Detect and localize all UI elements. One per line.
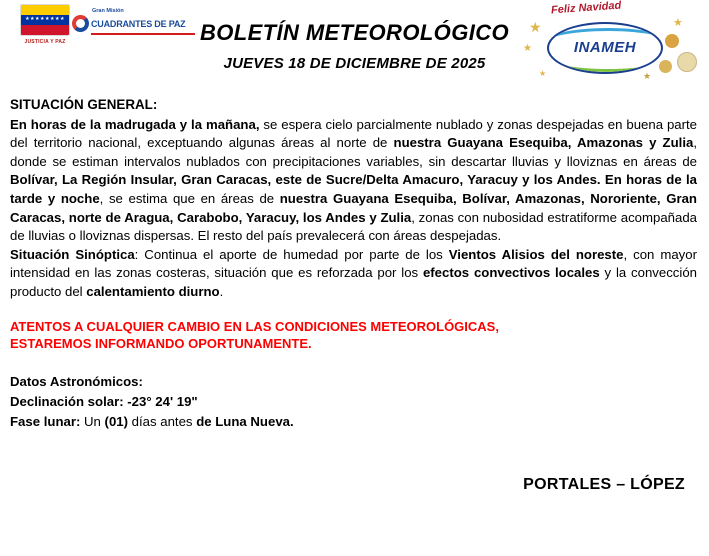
situacion-sinoptica-run-5: y la convección producto del <box>10 265 698 299</box>
star-icon: ★ <box>643 71 652 81</box>
situacion-sinoptica-run-7: . <box>219 283 224 299</box>
solar-declination-row <box>10 392 697 412</box>
signature: PORTALES – LÓPEZ <box>523 476 685 493</box>
star-icon: ★ <box>523 43 532 54</box>
solar-declination-value: -23° 24' 19" <box>123 393 198 409</box>
christmas-ball-icon <box>659 60 672 73</box>
bulletin-content <box>0 92 709 432</box>
flag-stars-icon: ★★★★★★★★ <box>25 15 65 22</box>
page-subtitle: JUEVES 18 DE DICIEMBRE DE 2025 <box>223 55 486 72</box>
situacion-general-paragraph <box>10 116 697 246</box>
mission-top-label: Gran Misión <box>92 8 124 14</box>
situacion-general-run-2: nuestra Guayana Esequiba, Amazonas y Zulia <box>393 135 694 151</box>
inameh-label: INAMEH <box>573 39 637 56</box>
alert-line-1: ATENTOS A CUALQUIER CAMBIO EN LAS CONDICIONES METEOROLÓGICAS, <box>10 318 499 334</box>
situacion-general-run-4: Bolívar, La Región Insular, Gran Caracas, este de Sucre/Delta Amacuro, Yaracuy y los Andes. En horas de la tarde y noche <box>10 172 697 206</box>
page-title: BOLETÍN METEOROLÓGICO <box>199 20 510 45</box>
moon-phase-count: (01) <box>104 413 128 429</box>
solar-declination-label: Declinación solar: <box>10 393 124 409</box>
star-icon: ★ <box>673 17 683 29</box>
inameh-logo <box>547 22 663 74</box>
moon-phase-row <box>10 412 697 432</box>
flag-caption: JUSTICIA Y PAZ <box>24 39 66 45</box>
astronomical-title: Datos Astronómicos: <box>10 373 143 389</box>
astronomical-data <box>10 372 697 432</box>
situacion-general-run-0: En horas de la madrugada y la mañana, <box>10 116 260 132</box>
situacion-sinoptica-paragraph <box>10 246 697 302</box>
situacion-general-run-3: , donde se estiman intervalos nublados con precipitaciones variables, sin descartar lluvias y lloviznas en áreas de <box>10 135 697 169</box>
inameh-logo-area <box>523 0 703 92</box>
moon-phase-value-mid: días antes <box>128 413 197 429</box>
christmas-greeting: Feliz Navidad <box>550 0 622 17</box>
situacion-sinoptica-run-4: efectos convectivos locales <box>422 265 600 281</box>
situacion-sinoptica-run-1: : Continua el aporte de humedad por parte de los <box>134 246 449 262</box>
situacion-general-heading: SITUACIÓN GENERAL: <box>10 97 158 112</box>
alert-line-2: ESTAREMOS INFORMANDO OPORTUNAMENTE. <box>10 335 312 351</box>
star-icon: ★ <box>529 19 542 35</box>
document-header <box>0 0 709 92</box>
situacion-sinoptica-run-0: Situación Sinóptica <box>10 246 135 262</box>
situacion-sinoptica-run-2: Vientos Alisios del noreste <box>448 246 624 262</box>
situacion-sinoptica-run-6: calentamiento diurno <box>86 283 220 299</box>
situacion-general-run-6: nuestra Guayana Esequiba, Bolívar, Amazonas, Nororiente, Gran Caracas, norte de Aragua, Carabobo, Yaracuy, los Andes y Zulia <box>10 190 697 225</box>
situacion-sinoptica-run-3: , con mayor intensidad en las zonas costeras, situación que es reforzada por los <box>10 246 697 281</box>
situacion-general-run-7: , zonas con nubosidad estratiforme acompañada de lluvias o lloviznas dispersas. El resto del país prevalecerá con áreas despejadas. <box>10 209 697 244</box>
moon-phase-value-pre: Un <box>80 413 105 429</box>
moon-phase-label: Fase lunar: <box>10 413 81 429</box>
mission-name-label: CUADRANTES DE PAZ <box>91 18 186 29</box>
christmas-ball-icon <box>665 34 679 48</box>
situacion-general-run-1: se espera cielo parcialmente nublado y zonas despejadas en buena parte del territorio nacional, exceptuando algunas áreas al norte de <box>10 116 698 151</box>
star-icon: ★ <box>539 69 547 78</box>
christmas-ball-icon <box>677 52 697 72</box>
moon-phase-name: de Luna Nueva. <box>196 413 294 429</box>
alert-message <box>10 318 697 352</box>
situacion-general-run-5: , se estima que en áreas de <box>99 190 280 206</box>
